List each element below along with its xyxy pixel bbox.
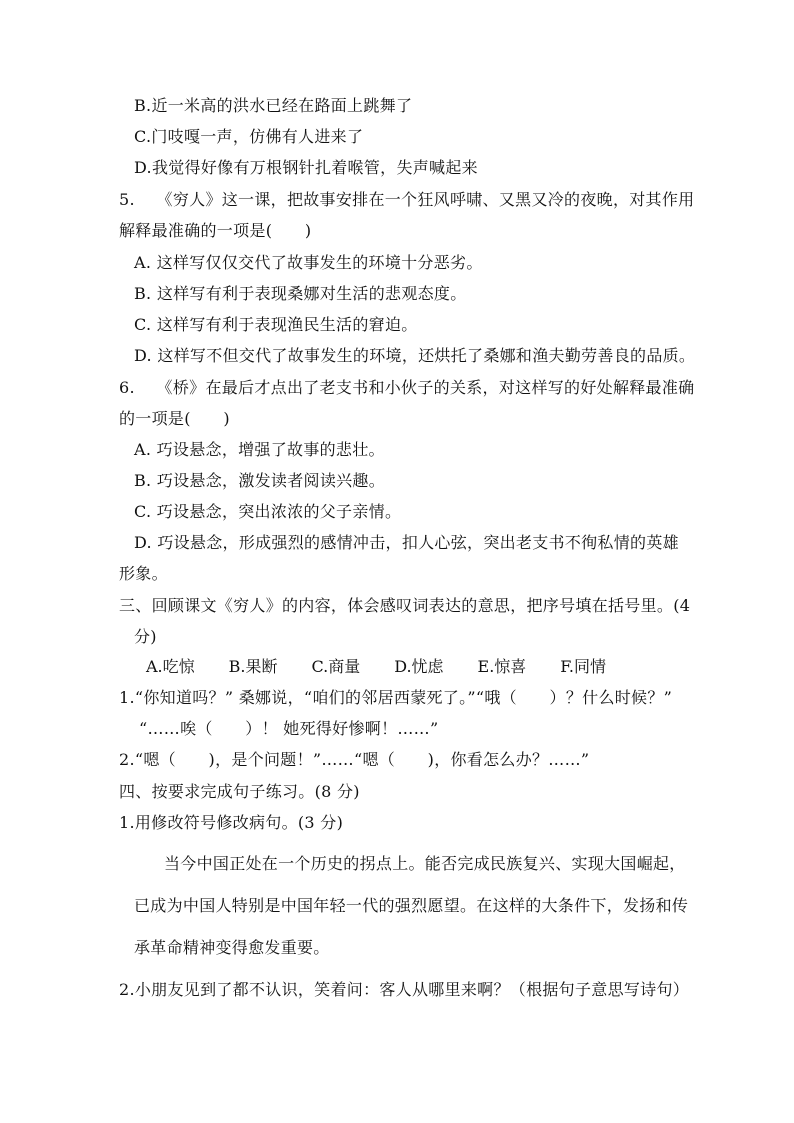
section4-title: 四、按要求完成句子练习。(8 分) [119,782,360,801]
section3-title-line1: 三、回顾课文《穷人》的内容，体会感叹词表达的意思，把序号填在括号里。(4 [119,596,691,615]
q6-option-a: A. 巧设悬念，增强了故事的悲壮。 [134,440,385,459]
q5-stem-line1: 5. 《穷人》这一课，把故事安排在一个狂风呼啸、又黑又冷的夜晚，对其作用 [119,190,695,209]
section4-item2: 2.小朋友见到了都不认识，笑着问：客人从哪里来啊？（根据句子意思写诗句） [119,980,690,999]
q5-option-b: B. 这样写有利于表现桑娜对生活的悲观态度。 [134,284,467,303]
q6-stem-line2: 的一项是( ) [119,409,230,428]
section4-paragraph-line3: 承革命精神变得愈发重要。 [134,938,330,957]
option-a: A.吃惊 [146,657,195,676]
q5-option-a: A. 这样写仅仅交代了故事发生的环境十分恶劣。 [134,253,483,272]
section3-title-line2: 分) [134,627,157,646]
option-b: B.果断 [228,657,278,676]
option-e: E.惊喜 [477,657,527,676]
q4-option-c: C.门吱嘎一声，仿佛有人进来了 [134,127,364,146]
section3-item1-line1: 1.“你知道吗？” 桑娜说，“咱们的邻居西蒙死了。”“哦（ ）？什么时候？” [119,688,673,707]
q4-option-d: D.我觉得好像有万根钢针扎着喉管，失声喊起来 [134,158,478,177]
section4-item1: 1.用修改符号修改病句。(3 分) [119,813,344,832]
q4-option-b: B.近一米高的洪水已经在路面上跳舞了 [134,96,413,115]
section4-paragraph-line1: 当今中国正处在一个历史的拐点上。能否完成民族复兴、实现大国崛起， [164,854,686,873]
q5-stem-line2: 解释最准确的一项是( ) [119,221,312,240]
q6-option-c: C. 巧设悬念，突出浓浓的父子亲情。 [134,502,402,521]
q6-stem-line1: 6. 《桥》在最后才点出了老支书和小伙子的关系，对这样写的好处解释最准确 [119,378,695,397]
q5-option-c: C. 这样写有利于表现渔民生活的窘迫。 [134,315,418,334]
q6-option-d-line2: 形象。 [119,564,168,583]
q6-option-d-line1: D. 巧设悬念，形成强烈的感情冲击，扣人心弦，突出老支书不徇私情的英雄 [134,533,679,552]
section3-item1-line2: “……唉（ ）！ 她死得好惨啊！……” [139,719,439,738]
section3-options [146,657,606,677]
section4-paragraph-line2: 已成为中国人特别是中国年轻一代的强烈愿望。在这样的大条件下，发扬和传 [134,896,689,915]
option-d: D.忧虑 [394,657,444,676]
q6-option-b: B. 巧设悬念，激发读者阅读兴趣。 [134,471,386,490]
q5-option-d: D. 这样写不但交代了故事发生的环境，还烘托了桑娜和渔夫勤劳善良的品质。 [134,346,696,365]
option-f: F.同情 [560,657,606,676]
option-c: C.商量 [311,657,361,676]
section3-item2: 2.“嗯（ )，是个问题！”……“嗯（ )，你看怎么办？……” [119,750,590,769]
